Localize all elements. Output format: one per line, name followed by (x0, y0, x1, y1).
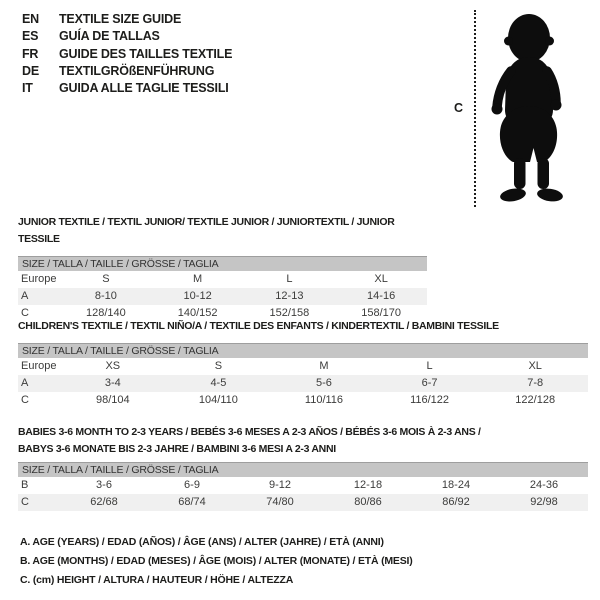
size-header-band: SIZE / TALLA / TAILLE / GRÖSSE / TAGLIA (18, 343, 588, 358)
legend-note: B. AGE (MONTHS) / EDAD (MESES) / ÂGE (MOIS) / ALTER (MONATE) / ETÀ (MESI) (20, 555, 413, 568)
table-row (18, 494, 588, 511)
table-cell: 18-24 (441, 479, 471, 491)
language-row (22, 11, 232, 28)
language-title: TEXTILGRÖßENFÜHRUNG (59, 63, 215, 78)
table-row (18, 375, 588, 392)
row-label: C (21, 496, 29, 508)
table-cell: 5-6 (316, 377, 332, 389)
size-table-grid (18, 271, 427, 322)
language-code: IT (22, 81, 33, 96)
language-title: GUIDE DES TAILLES TEXTILE (59, 46, 233, 61)
size-table-grid (18, 477, 588, 511)
language-code: EN (22, 12, 39, 26)
table-cell: 14-16 (367, 290, 396, 302)
table-cell: 12-13 (275, 290, 304, 302)
row-label: C (21, 394, 29, 406)
row-label: A (21, 377, 29, 389)
row-label: B (21, 479, 29, 491)
table-cell: 98/104 (95, 394, 130, 406)
toddler-silhouette-icon (482, 11, 574, 208)
table-cell: 116/122 (410, 394, 450, 406)
table-cell: 80/86 (354, 496, 382, 508)
table-title (18, 214, 427, 248)
table-cell: XL (374, 273, 388, 285)
language-title: GUÍA DE TALLAS (59, 29, 160, 44)
table-cell: 7-8 (527, 377, 544, 389)
table-cell: 122/128 (515, 394, 556, 406)
table-cell: 86/92 (442, 496, 470, 508)
table-cell: 4-5 (210, 377, 227, 389)
table-cell: 10-12 (183, 290, 212, 302)
table-cell: 74/80 (266, 496, 294, 508)
language-list (22, 11, 232, 97)
babies-textile-table (18, 424, 588, 511)
table-cell: 24-36 (529, 479, 559, 491)
table-cell: 9-12 (268, 479, 292, 491)
table-row (18, 392, 588, 409)
language-row (22, 46, 232, 63)
row-label: C (21, 307, 29, 319)
table-cell: 6-9 (184, 479, 200, 491)
language-row (22, 63, 232, 80)
table-cell: 152/158 (269, 307, 310, 319)
legend-notes (20, 533, 413, 591)
table-title-line: JUNIOR TEXTILE / TEXTIL JUNIOR/ TEXTILE JUNIOR / JUNIORTEXTIL / JUNIOR TESSILE (18, 216, 395, 245)
table-cell: L (426, 360, 433, 372)
language-code: ES (22, 29, 39, 44)
table-cell: 62/68 (90, 496, 118, 508)
table-cell: XS (105, 360, 121, 372)
table-title-line: BABYS 3-6 MONATE BIS 2-3 JAHRE / BAMBINI 3-6 MESI A 2-3 ANNI (18, 443, 336, 455)
table-cell: 128/140 (85, 307, 126, 319)
language-title: TEXTILE SIZE GUIDE (59, 12, 182, 26)
table-title (18, 318, 588, 335)
table-cell: 12-18 (353, 479, 383, 491)
language-row (22, 80, 232, 97)
language-row (22, 28, 232, 45)
size-header-band: SIZE / TALLA / TAILLE / GRÖSSE / TAGLIA (18, 256, 427, 271)
table-cell: M (193, 273, 203, 285)
table-cell: L (286, 273, 293, 285)
table-cell: 8-10 (94, 290, 117, 302)
size-header-band: SIZE / TALLA / TAILLE / GRÖSSE / TAGLIA (18, 462, 588, 477)
junior-textile-table (18, 214, 427, 322)
table-row (18, 477, 588, 494)
table-title (18, 424, 588, 458)
legend-note: C. (cm) HEIGHT / ALTURA / HAUTEUR / HÖHE / ALTEZZA (20, 574, 294, 587)
row-label: Europe (21, 360, 57, 372)
table-cell: 110/116 (304, 394, 344, 406)
table-row (18, 271, 427, 288)
table-cell: 104/110 (198, 394, 238, 406)
size-table-grid (18, 358, 588, 409)
table-title-line: BABIES 3-6 MONTH TO 2-3 YEARS / BEBÉS 3-6 MESES A 2-3 AÑOS / BÉBÉS 3-6 MOIS À 2-3 ANS / (18, 426, 481, 438)
row-label: A (21, 290, 29, 302)
table-cell: 68/74 (178, 496, 206, 508)
height-dotted-line (474, 10, 476, 207)
language-code: DE (22, 63, 39, 78)
table-cell: 3-6 (96, 479, 112, 491)
table-cell: 6-7 (421, 377, 438, 389)
legend-note: A. AGE (YEARS) / EDAD (AÑOS) / ÂGE (ANS) / ALTER (JAHRE) / ETÀ (ANNI) (20, 536, 384, 548)
children-textile-table (18, 318, 588, 409)
table-row (18, 288, 427, 305)
height-measure-label: C (454, 101, 464, 115)
table-cell: 92/98 (530, 496, 558, 508)
table-cell: XL (528, 360, 542, 372)
table-cell: 3-4 (104, 377, 121, 389)
table-title-line: CHILDREN'S TEXTILE / TEXTIL NIÑO/A / TEXTILE DES ENFANTS / KINDERTEXTIL / BAMBINI TESSILE (18, 320, 499, 332)
language-title: GUIDA ALLE TAGLIE TESSILI (59, 81, 229, 96)
table-cell: S (214, 360, 223, 372)
row-label: Europe (21, 273, 57, 285)
table-cell: 158/170 (361, 307, 401, 319)
table-row (18, 358, 588, 375)
table-cell: M (319, 360, 329, 372)
table-cell: S (102, 273, 110, 285)
table-cell: 140/152 (177, 307, 218, 319)
language-code: FR (22, 46, 39, 61)
